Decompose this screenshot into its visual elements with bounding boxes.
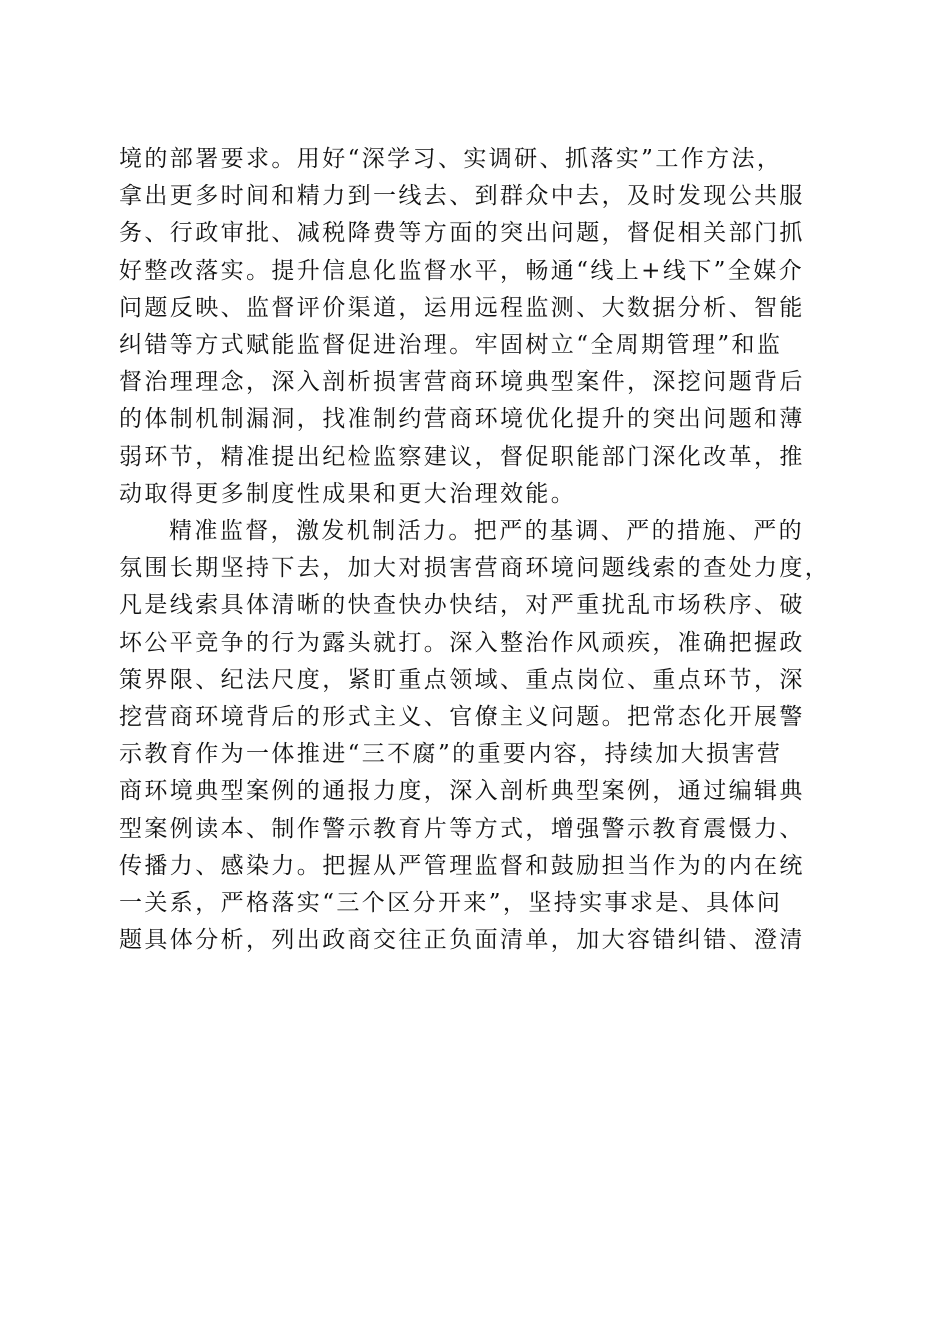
text-line: 型案例读本、制作警示教育片等方式，增强警示教育震慑力、 bbox=[119, 815, 805, 842]
text-line: 境的部署要求。用好“深学习、实调研、抓落实”工作方法， bbox=[119, 146, 783, 172]
text-line: 精准监督，激发机制活力。把严的基调、严的措施、严的 bbox=[169, 518, 804, 544]
text-line: 督治理理念，深入剖析损害营商环境典型案件，深挖问题背后 bbox=[119, 369, 805, 396]
text-line: 拿出更多时间和精力到一线去、到群众中去，及时发现公共服 bbox=[119, 183, 805, 210]
text-line: 传播力、感染力。把握从严管理监督和鼓励担当作为的内在统 bbox=[119, 852, 805, 879]
text-line: 弱环节，精准提出纪检监察建议，督促职能部门深化改革，推 bbox=[119, 443, 805, 470]
paragraph-1 bbox=[119, 141, 829, 513]
text-line: 策界限、纪法尺度，紧盯重点领域、重点岗位、重点环节，深 bbox=[119, 666, 805, 693]
text-line: 示教育作为一体推进“三不腐”的重要内容，持续加大损害营 bbox=[119, 741, 783, 768]
text-line: 坏公平竞争的行为露头就打。深入整治作风顽疾，准确把握政 bbox=[119, 629, 805, 656]
paragraph-2 bbox=[119, 513, 829, 959]
text-line: 氛围长期坚持下去，加大对损害营商环境问题线索的查处力度， bbox=[119, 555, 831, 582]
text-line: 动取得更多制度性成果和更大治理效能。 bbox=[119, 480, 577, 507]
text-line: 题具体分析，列出政商交往正负面清单，加大容错纠错、澄清 bbox=[119, 927, 805, 954]
text-line: 商环境典型案例的通报力度，深入剖析典型案例，通过编辑典 bbox=[119, 778, 805, 805]
text-line: 挖营商环境背后的形式主义、官僚主义问题。把常态化开展警 bbox=[119, 703, 805, 730]
text-line: 的体制机制漏洞，找准制约营商环境优化提升的突出问题和薄 bbox=[119, 406, 805, 433]
text-line: 凡是线索具体清晰的快查快办快结，对严重扰乱市场秩序、破 bbox=[119, 592, 805, 619]
text-line: 务、行政审批、减税降费等方面的突出问题，督促相关部门抓 bbox=[119, 220, 805, 247]
text-line: 好整改落实。提升信息化监督水平，畅通“线上+线下”全媒介 bbox=[119, 257, 804, 284]
text-line: 问题反映、监督评价渠道，运用远程监测、大数据分析、智能 bbox=[119, 294, 805, 321]
text-line: 一关系，严格落实“三个区分开来”，坚持实事求是、具体问 bbox=[119, 889, 783, 916]
text-line: 纠错等方式赋能监督促进治理。牢固树立“全周期管理”和监 bbox=[119, 331, 783, 358]
